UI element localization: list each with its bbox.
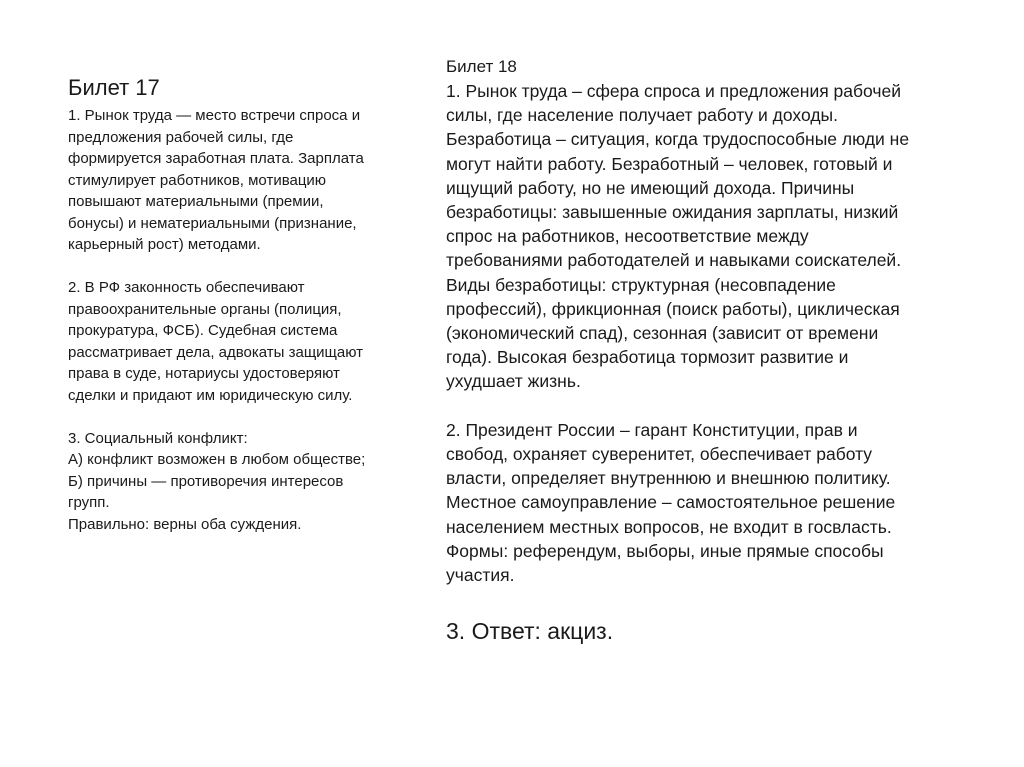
ticket-18-column: [446, 55, 916, 646]
ticket-17-question-1: 1. Рынок труда — место встречи спроса и предложения рабочей силы, где формируется заработная плата. Зарплата стимулирует работников, мотивацию повышают материальными (премии, бонусы) и нематериальными (признание, карьерный рост) методами.: [68, 107, 364, 253]
ticket-17-body: [68, 105, 368, 535]
ticket-17-column: [68, 76, 368, 535]
paragraph-gap: [446, 394, 916, 418]
ticket-18-question-3-answer: 3. Ответ: акциз.: [446, 618, 614, 645]
ticket-18-question-2: 2. Президент России – гарант Конституции, прав и свобод, охраняет суверенитет, обеспечивает работу власти, определяет внутреннюю и внешнюю политику. Местное самоуправление – самостоятельное решение населением местных вопросов, не входит в госвласть. Формы: референдум, выборы, иные прямые способы участия.: [446, 419, 896, 586]
ticket-17-question-3-statement-b: Б) причины — противоречия интересов групп.: [68, 472, 344, 511]
ticket-18-title: Билет 18: [446, 57, 517, 76]
ticket-17-question-3-statement-a: А) конфликт возможен в любом обществе;: [68, 451, 366, 468]
ticket-17-title: Билет 17: [68, 75, 160, 100]
paragraph-gap: [68, 406, 368, 428]
ticket-18-question-1: 1. Рынок труда – сфера спроса и предложения рабочей силы, где население получает работу и доходы. Безработица – ситуация, когда трудоспособные люди не могут найти работу. Безработный – человек, готовый и ищущий работу, но не имеющий дохода. Причины безработицы: завышенные ожидания зарплаты, низкий спрос на работников, несоответствие между требованиями работодателей и навыками соискателей. Виды безработицы: структурная (несовпадение профессий), фрикционная (поиск работы), циклическая (экономический спад), сезонная (зависит от времени года). Высокая безработица тормозит развитие и ухудшает жизнь.: [446, 81, 910, 392]
paragraph-gap: [68, 256, 368, 278]
ticket-17-question-3-answer: Правильно: верны оба суждения.: [68, 515, 302, 533]
ticket-18-body: [446, 79, 916, 587]
ticket-17-question-3-heading: 3. Социальный конфликт:: [68, 429, 248, 447]
ticket-17-question-2: 2. В РФ законность обеспечивают правоохранительные органы (полиция, прокуратура, ФСБ). Судебная система рассматривает дела, адвокаты защищают права в суде, нотариусы удостоверяют сделки и придают им юридическую силу.: [68, 279, 364, 404]
